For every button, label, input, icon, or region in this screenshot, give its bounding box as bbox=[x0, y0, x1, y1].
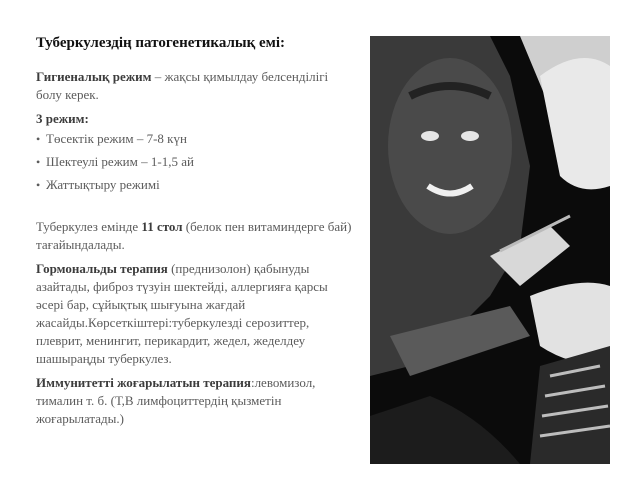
hygiene-regime-term: Гигиеналық режим bbox=[36, 69, 152, 84]
diet-term: 11 стол bbox=[141, 219, 183, 234]
bullet-icon: • bbox=[36, 178, 41, 192]
photo-illustration bbox=[370, 36, 610, 464]
list-item bbox=[36, 130, 352, 148]
diet-pre: Туберкулез емінде bbox=[36, 219, 142, 234]
diet-post: (белок пен витаминдерге бай) тағайындалады. bbox=[36, 219, 352, 252]
hormone-therapy-term: Гормональды терапия bbox=[36, 261, 168, 276]
patient-eye-left bbox=[421, 131, 439, 141]
regime-item-label: Төсектік режим – 7-8 күн bbox=[46, 131, 187, 146]
slide-title: Туберкулездің патогенетикалық емі: bbox=[36, 35, 286, 51]
list-item bbox=[36, 176, 352, 194]
bullet-icon: • bbox=[36, 155, 41, 169]
slide-body bbox=[36, 68, 352, 434]
list-item bbox=[36, 153, 352, 171]
bullet-icon: • bbox=[36, 132, 41, 146]
patient-eye-right bbox=[461, 131, 479, 141]
immune-therapy-term: Иммунитетті жоғарылатын терапия bbox=[36, 375, 251, 390]
hygiene-regime-text: – жақсы қимылдау белсенділігі болу керек. bbox=[36, 69, 329, 102]
diet-paragraph bbox=[36, 218, 352, 254]
hygiene-regime-paragraph bbox=[36, 68, 352, 104]
regime-item-label: Шектеулі режим – 1-1,5 ай bbox=[46, 154, 194, 169]
immune-therapy-text: :левомизол, тималин т. б. (Т,В лимфоциттердің қызметін жоғарылатады.) bbox=[36, 375, 316, 426]
regimes-list bbox=[36, 130, 352, 194]
regimes-heading: 3 режим: bbox=[36, 111, 89, 126]
hormone-therapy-text: (преднизолон) қабынуды азайтады, фиброз түзуін шектейді, аллергияға қарсы әсері бар, сұйықтық шығуына жағдай жасайды.Көрсеткіштері:туберкулезді серозиттер, плеврит, менингит, перикардит, жедел, жеделдеу шашыраңды туберкулез. bbox=[36, 261, 328, 366]
regime-item-label: Жаттықтыру режимі bbox=[46, 177, 160, 192]
hormone-therapy-paragraph bbox=[36, 260, 352, 368]
spacer bbox=[36, 204, 352, 218]
patient-photo bbox=[370, 36, 610, 464]
immune-therapy-paragraph bbox=[36, 374, 352, 428]
